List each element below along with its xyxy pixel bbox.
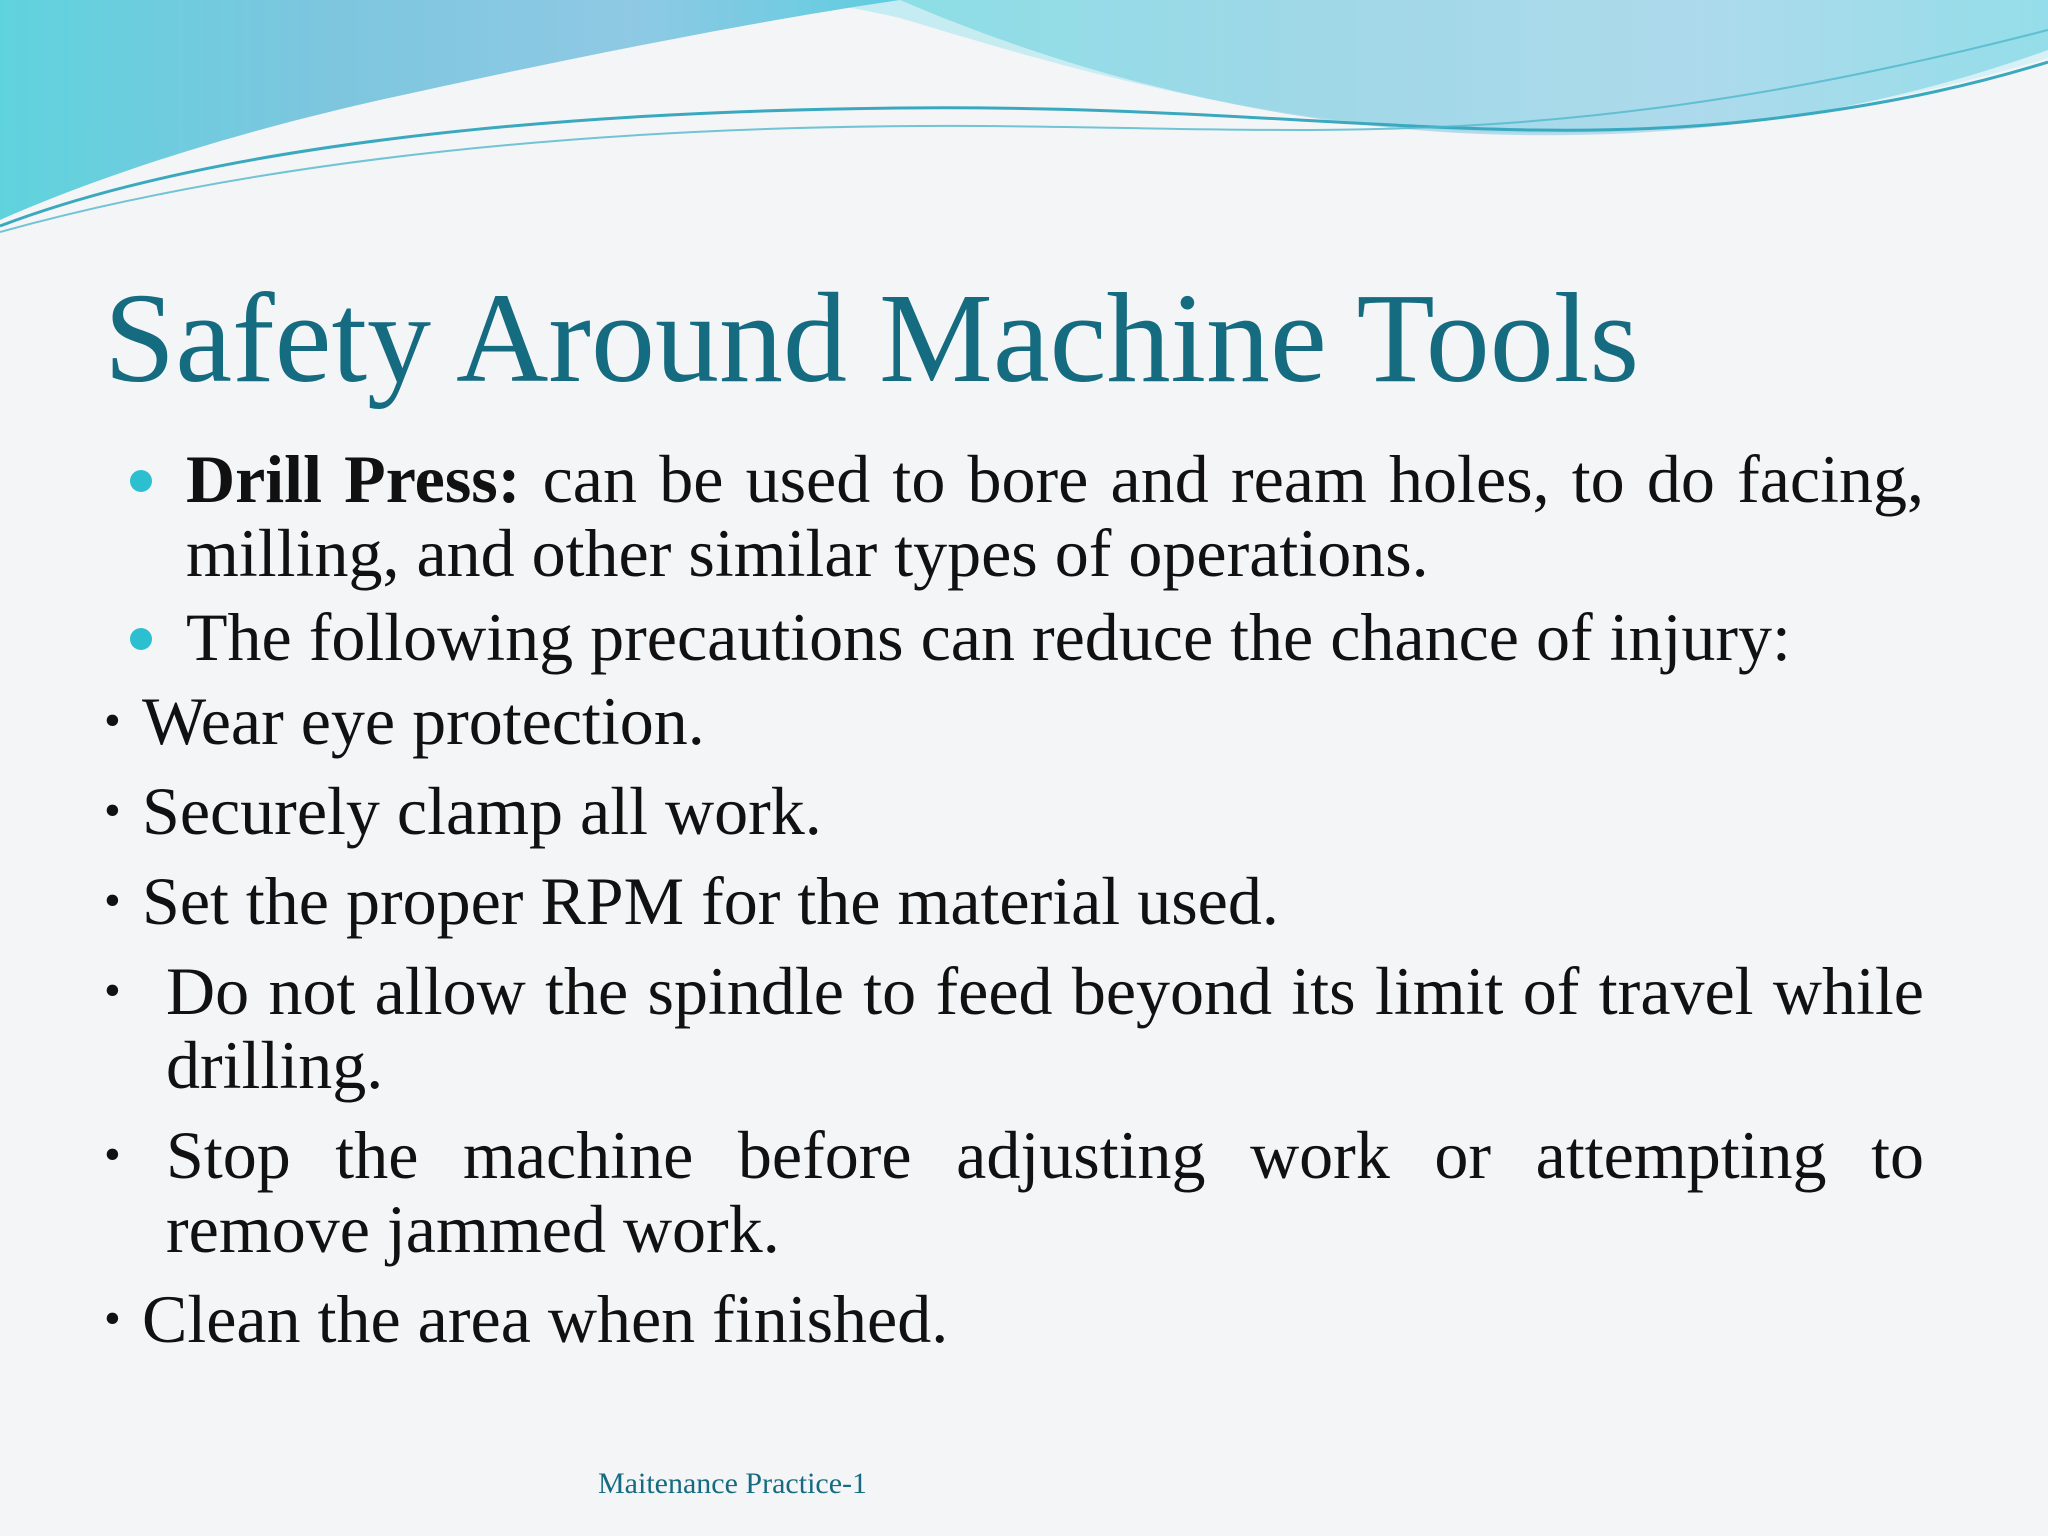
dot-bullet-icon: • — [104, 1292, 121, 1345]
dot-bullet-icon: • — [104, 964, 121, 1017]
circle-bullet-icon — [130, 628, 152, 650]
dot-bullet-icon: • — [104, 874, 121, 927]
precaution-text: Securely clamp all work. — [142, 773, 822, 849]
drill-press-label: Drill Press: — [186, 441, 521, 517]
precautions-intro-text: The following precautions can reduce the chance of injury: — [186, 599, 1791, 675]
list-item-precaution — [100, 774, 1924, 848]
list-item-drill-press — [120, 442, 1924, 590]
list-item-precaution — [100, 684, 1924, 758]
dot-bullet-icon: • — [104, 694, 121, 747]
list-item-precaution — [100, 954, 1924, 1102]
slide-title: Safety Around Machine Tools — [104, 267, 1640, 409]
list-item-precautions-intro — [120, 600, 1924, 674]
precaution-text: Stop the machine before adjusting work or attempting to remove jammed work. — [166, 1117, 1924, 1267]
precaution-text: Set the proper RPM for the material used. — [142, 863, 1279, 939]
list-item-precaution — [100, 864, 1924, 938]
drill-press-description: can be used to bore and ream holes, to do facing, milling, and other similar types of operations. — [186, 441, 1924, 591]
list-item-precaution — [100, 1118, 1924, 1266]
dot-bullet-icon: • — [104, 784, 121, 837]
bullet-list — [104, 441, 1924, 1372]
circle-bullet-icon — [130, 470, 152, 492]
precaution-text: Do not allow the spindle to feed beyond its limit of travel while drilling. — [166, 953, 1924, 1103]
precaution-text: Wear eye protection. — [142, 683, 705, 759]
slide-footer: Maitenance Practice-1 — [598, 1467, 868, 1500]
dot-bullet-icon: • — [104, 1128, 121, 1181]
precaution-text: Clean the area when finished. — [142, 1281, 949, 1357]
list-item-precaution — [100, 1282, 1924, 1356]
wave-header-decoration — [0, 0, 2048, 240]
